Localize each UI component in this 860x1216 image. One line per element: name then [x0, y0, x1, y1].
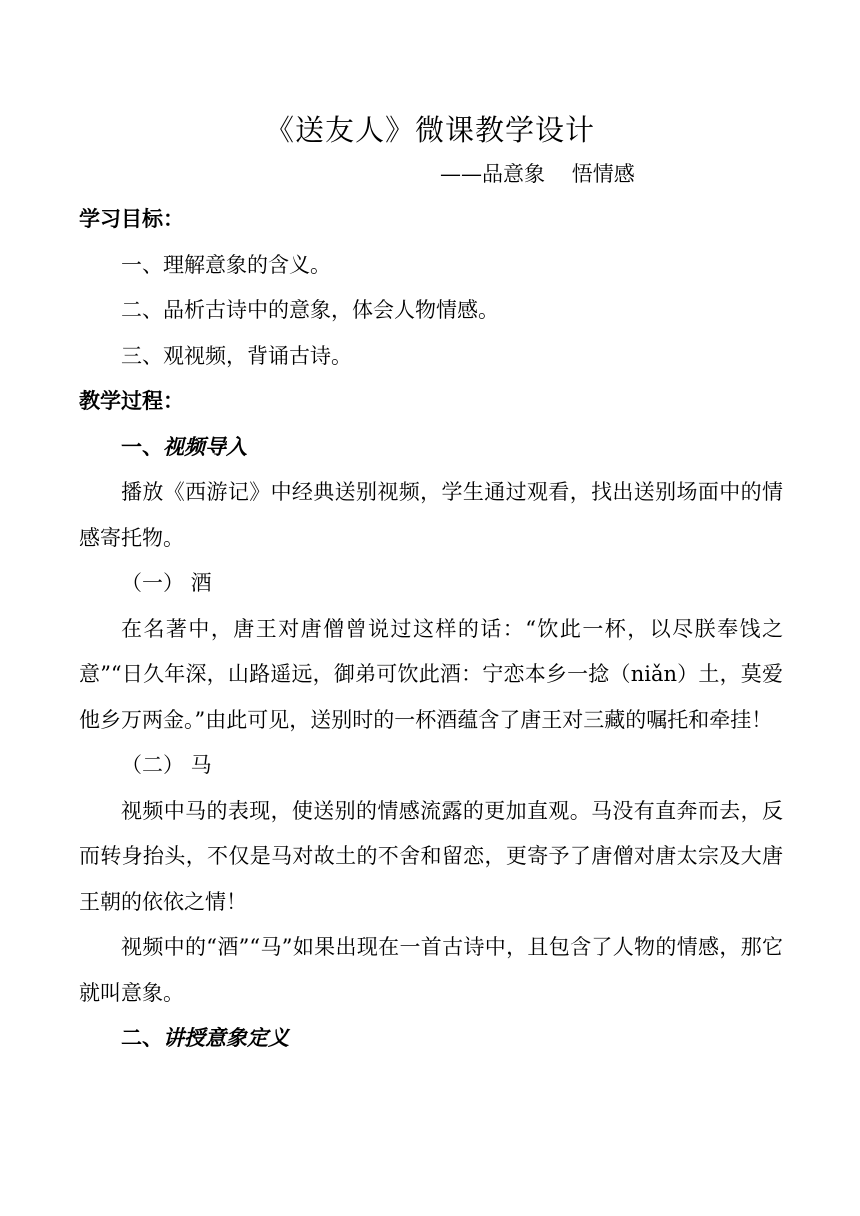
section-number: 一、 [121, 434, 163, 459]
subsection-wine: （一） 酒 [121, 571, 212, 595]
conclusion-paragraph: 视频中的“酒”“马”如果出现在一首古诗中，且包含了人物的情感，那它就叫意象。 [79, 935, 783, 1005]
subsection-horse: （二） 马 [121, 753, 212, 777]
goal-item: 一、理解意象的含义。 [121, 252, 331, 277]
section-number: 二、 [121, 1026, 163, 1050]
process-heading: 教学过程： [79, 389, 184, 413]
section-title: 讲授意象定义 [163, 1026, 289, 1050]
intro-paragraph: 播放《西游记》中经典送别视频，学生通过观看，找出送别场面中的情感寄托物。 [79, 480, 783, 550]
wine-paragraph: 在名著中，唐王对唐僧曾说过这样的话：“饮此一杯，以尽朕奉饯之意”“日久年深，山路遥远，御弟可饮此酒：宁恋本乡一捻（niǎn）土，莫爱他乡万两金。”由此可见，送别时的一杯酒蕴含了唐王对三藏的嘱托和牵挂！ [79, 616, 783, 732]
goal-item: 三、观视频，背诵古诗。 [121, 343, 352, 368]
section-heading-imagery-definition [79, 1016, 783, 1062]
document-title: 《送友人》微课教学设计 [264, 113, 595, 147]
document-subtitle: ——品意象 悟情感 [440, 162, 635, 186]
goals-heading: 学习目标： [79, 207, 184, 231]
horse-paragraph: 视频中马的表现，使送别的情感流露的更加直观。马没有直奔而去，反而转身抬头，不仅是马对故土的不舍和留恋，更寄予了唐僧对唐太宗及大唐王朝的依依之情！ [79, 798, 783, 914]
section-heading-video-intro [79, 425, 783, 471]
goal-item: 二、品析古诗中的意象，体会人物情感。 [121, 298, 499, 322]
section-title: 视频导入 [163, 434, 247, 459]
document-body [79, 197, 783, 1062]
